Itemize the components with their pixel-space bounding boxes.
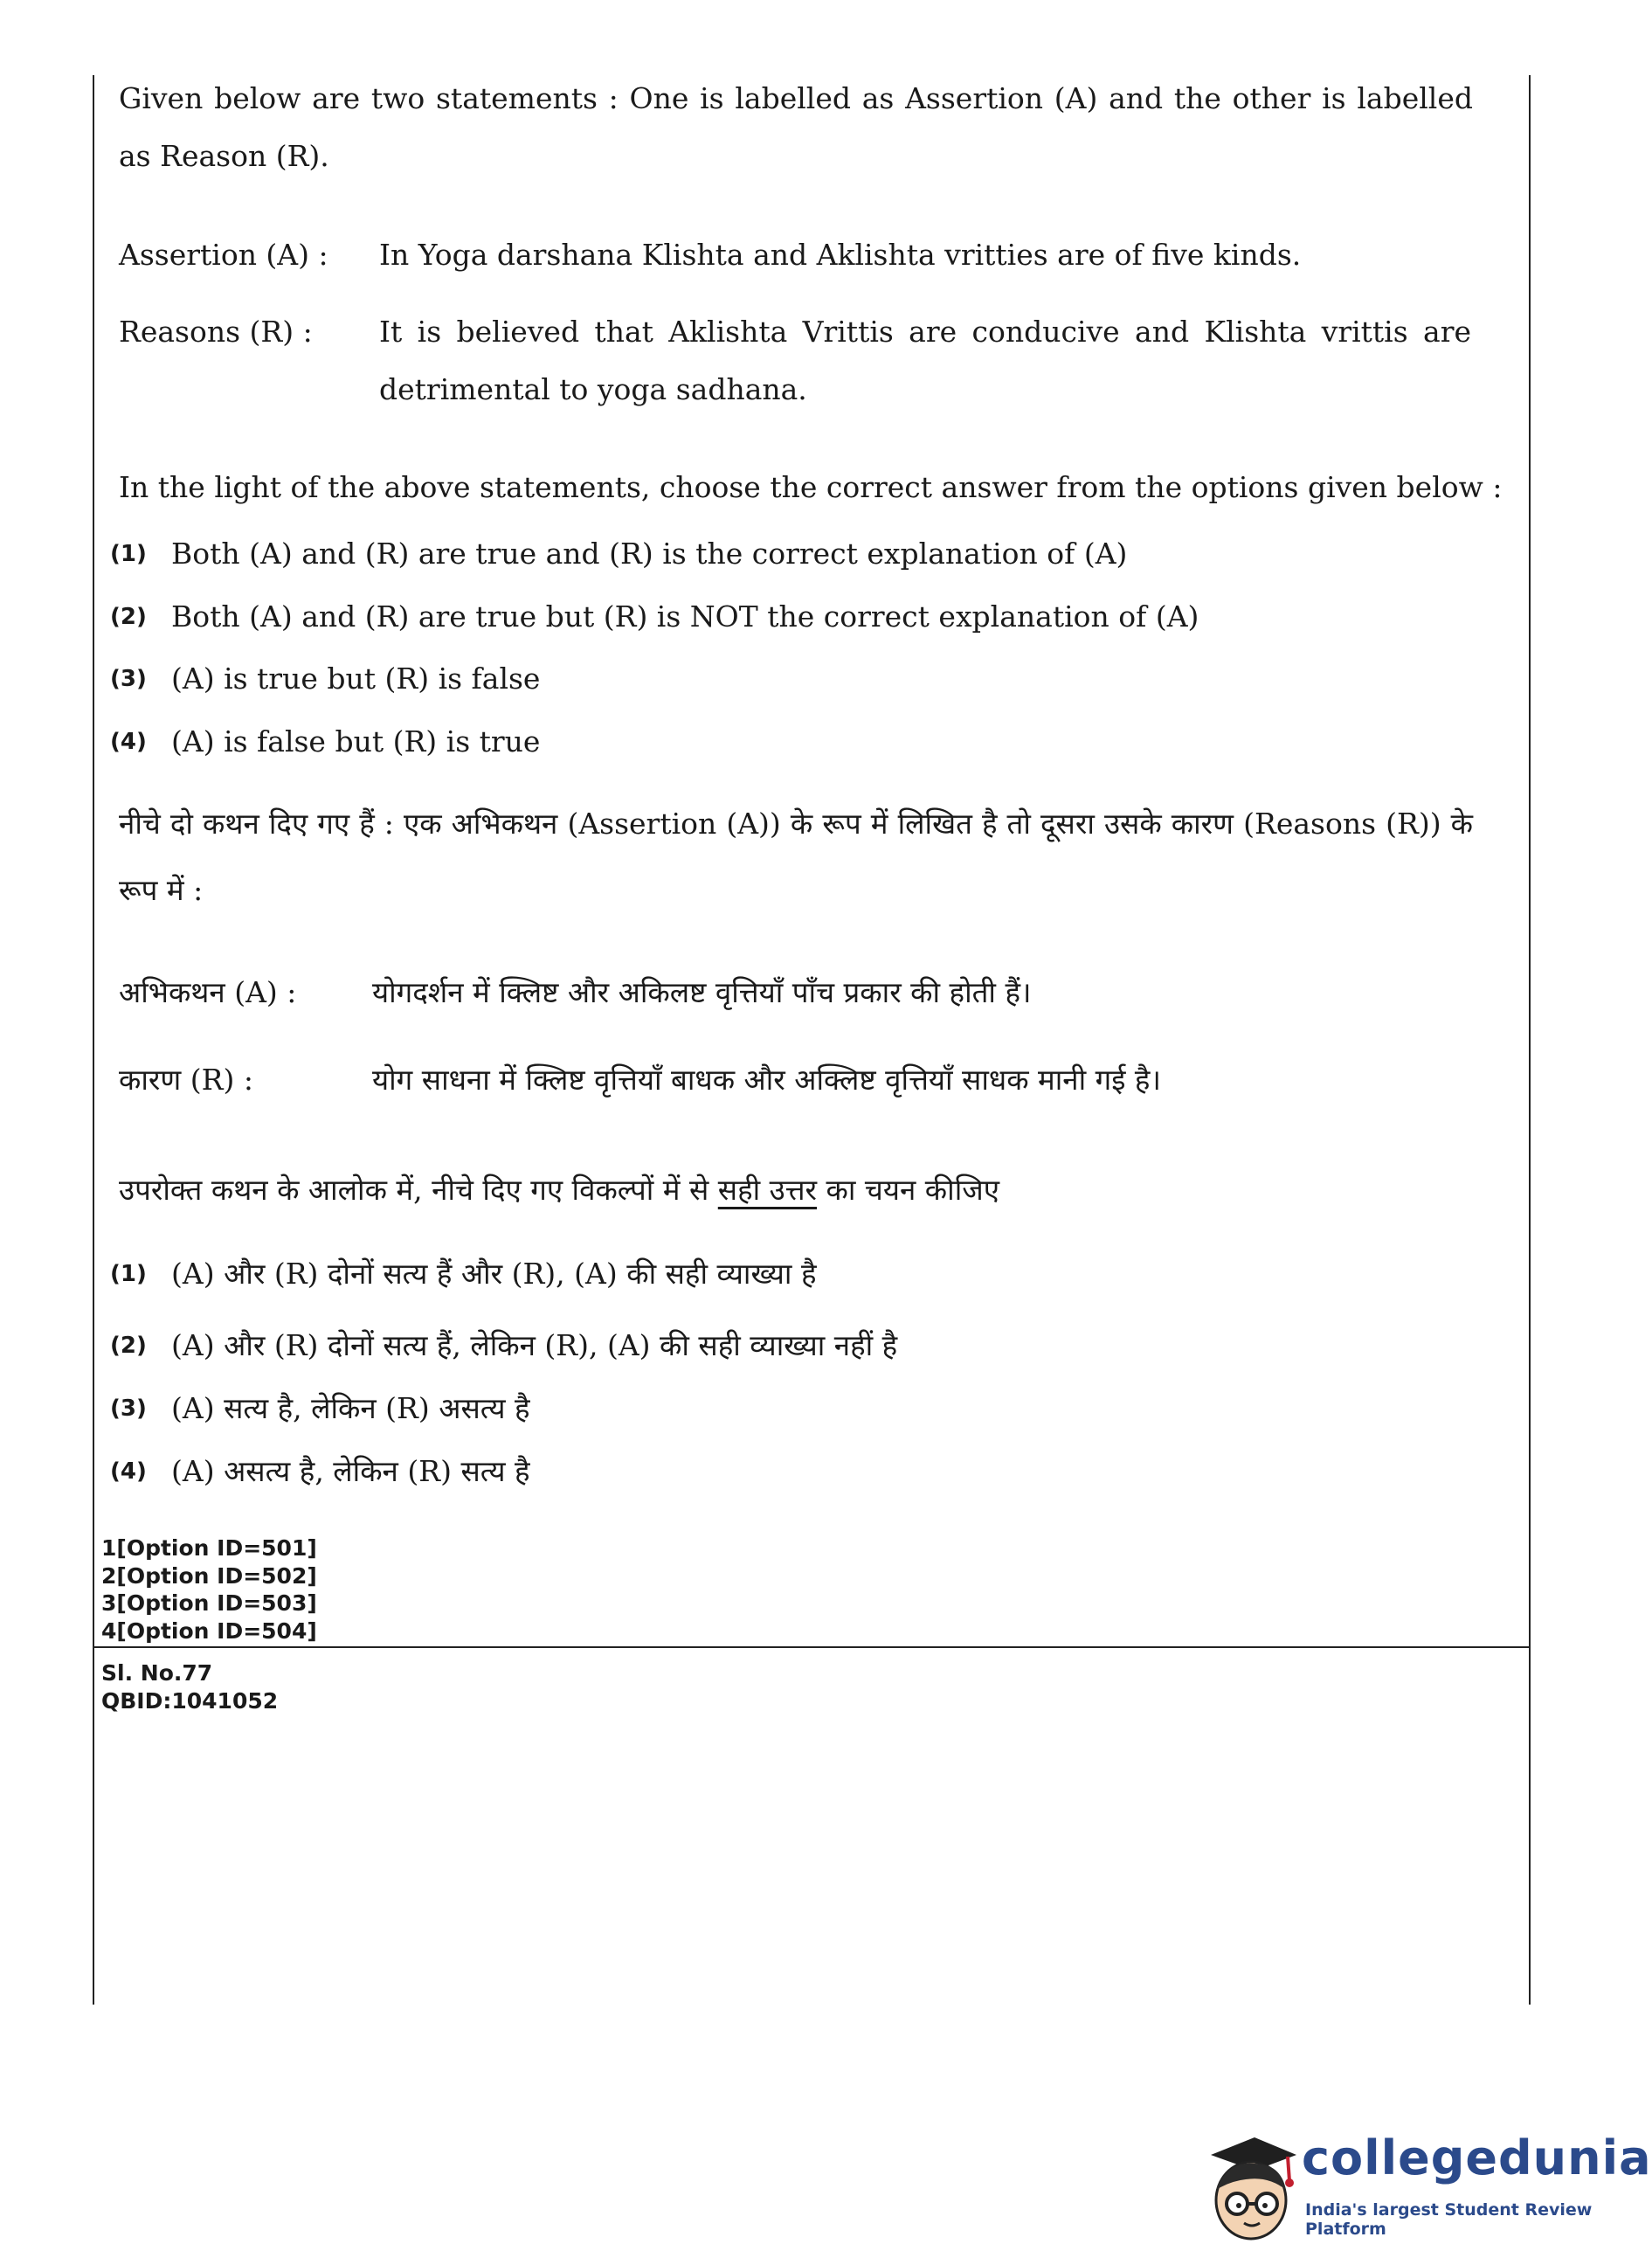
option-text-hi: (A) असत्य है, लेकिन (R) सत्य है (171, 1454, 530, 1488)
option-text-hi: (A) और (R) दोनों सत्य हैं और (R), (A) की सही व्याख्या है (171, 1257, 817, 1291)
option-number-en: (4) (110, 729, 147, 755)
option-number-hi: (1) (110, 1261, 147, 1287)
option-number-hi: (2) (110, 1333, 147, 1359)
assertion-label-hi: अभिकथन (A) : (119, 975, 297, 1009)
option-id: 4[Option ID=504] (101, 1618, 317, 1644)
option-id: 3[Option ID=503] (101, 1590, 317, 1616)
assertion-label-en: Assertion (A) : (119, 238, 328, 272)
reason-label-hi: कारण (R) : (119, 1063, 253, 1097)
instruction-hi: उपरोक्त कथन के आलोक में, नीचे दिए गए विकल्पों में से सही उत्तर का चयन कीजिए (119, 1173, 999, 1207)
qbid: QBID:1041052 (101, 1688, 279, 1714)
logo-tagline: India's largest Student Review Platform (1305, 2200, 1593, 2239)
option-number-en: (2) (110, 604, 147, 630)
question-intro-hi: नीचे दो कथन दिए गए हैं : एक अभिकथन (Assertion (A)) के रूप में लिखित है तो दूसरा उसके कारण (Reasons (R)) के रूप में : (119, 807, 1473, 907)
option-number-en: (3) (110, 666, 147, 692)
reason-label-en: Reasons (R) : (119, 315, 313, 349)
option-number-hi: (3) (110, 1396, 147, 1422)
option-text-en: Both (A) and (R) are true but (R) is NOT the correct explanation of (A) (171, 599, 1199, 634)
option-text-en: (A) is false but (R) is true (171, 724, 541, 758)
option-number-en: (1) (110, 541, 147, 567)
collegedunia-logo (1193, 2129, 1652, 2251)
option-text-en: (A) is true but (R) is false (171, 661, 541, 696)
question-intro-en: Given below are two statements : One is labelled as Assertion (A) and the other is labelled as Reason (R). (119, 81, 1473, 173)
option-id: 1[Option ID=501] (101, 1535, 317, 1561)
mascot-icon (1193, 2129, 1298, 2251)
instruction-en: In the light of the above statements, choose the correct answer from the options given below : (119, 470, 1503, 504)
option-text-en: Both (A) and (R) are true and (R) is the correct explanation of (A) (171, 537, 1128, 571)
option-text-hi: (A) और (R) दोनों सत्य हैं, लेकिन (R), (A) की सही व्याख्या नहीं है (171, 1328, 898, 1362)
option-id: 2[Option ID=502] (101, 1563, 317, 1589)
reason-text-hi: योग साधना में क्लिष्ट वृत्तियाँ बाधक और अक्लिष्ट वृत्तियाँ साधक मानी गई है। (372, 1063, 1161, 1097)
reason-text-en: It is believed that Aklishta Vrittis are conducive and Klishta vrittis are detrimental to yoga sadhana. (379, 315, 1471, 406)
logo-brand: collegedunia (1302, 2130, 1652, 2185)
assertion-text-en: In Yoga darshana Klishta and Aklishta vritties are of five kinds. (379, 238, 1302, 272)
serial-number: Sl. No.77 (101, 1660, 213, 1686)
underlined-correct-answer: सही उत्तर (717, 1173, 818, 1207)
question-divider (93, 1646, 1531, 1648)
option-number-hi: (4) (110, 1458, 147, 1485)
option-text-hi: (A) सत्य है, लेकिन (R) असत्य है (171, 1391, 530, 1425)
assertion-text-hi: योगदर्शन में क्लिष्ट और अकिलष्ट वृत्तियाँ पाँच प्रकार की होती हैं। (372, 975, 1032, 1009)
